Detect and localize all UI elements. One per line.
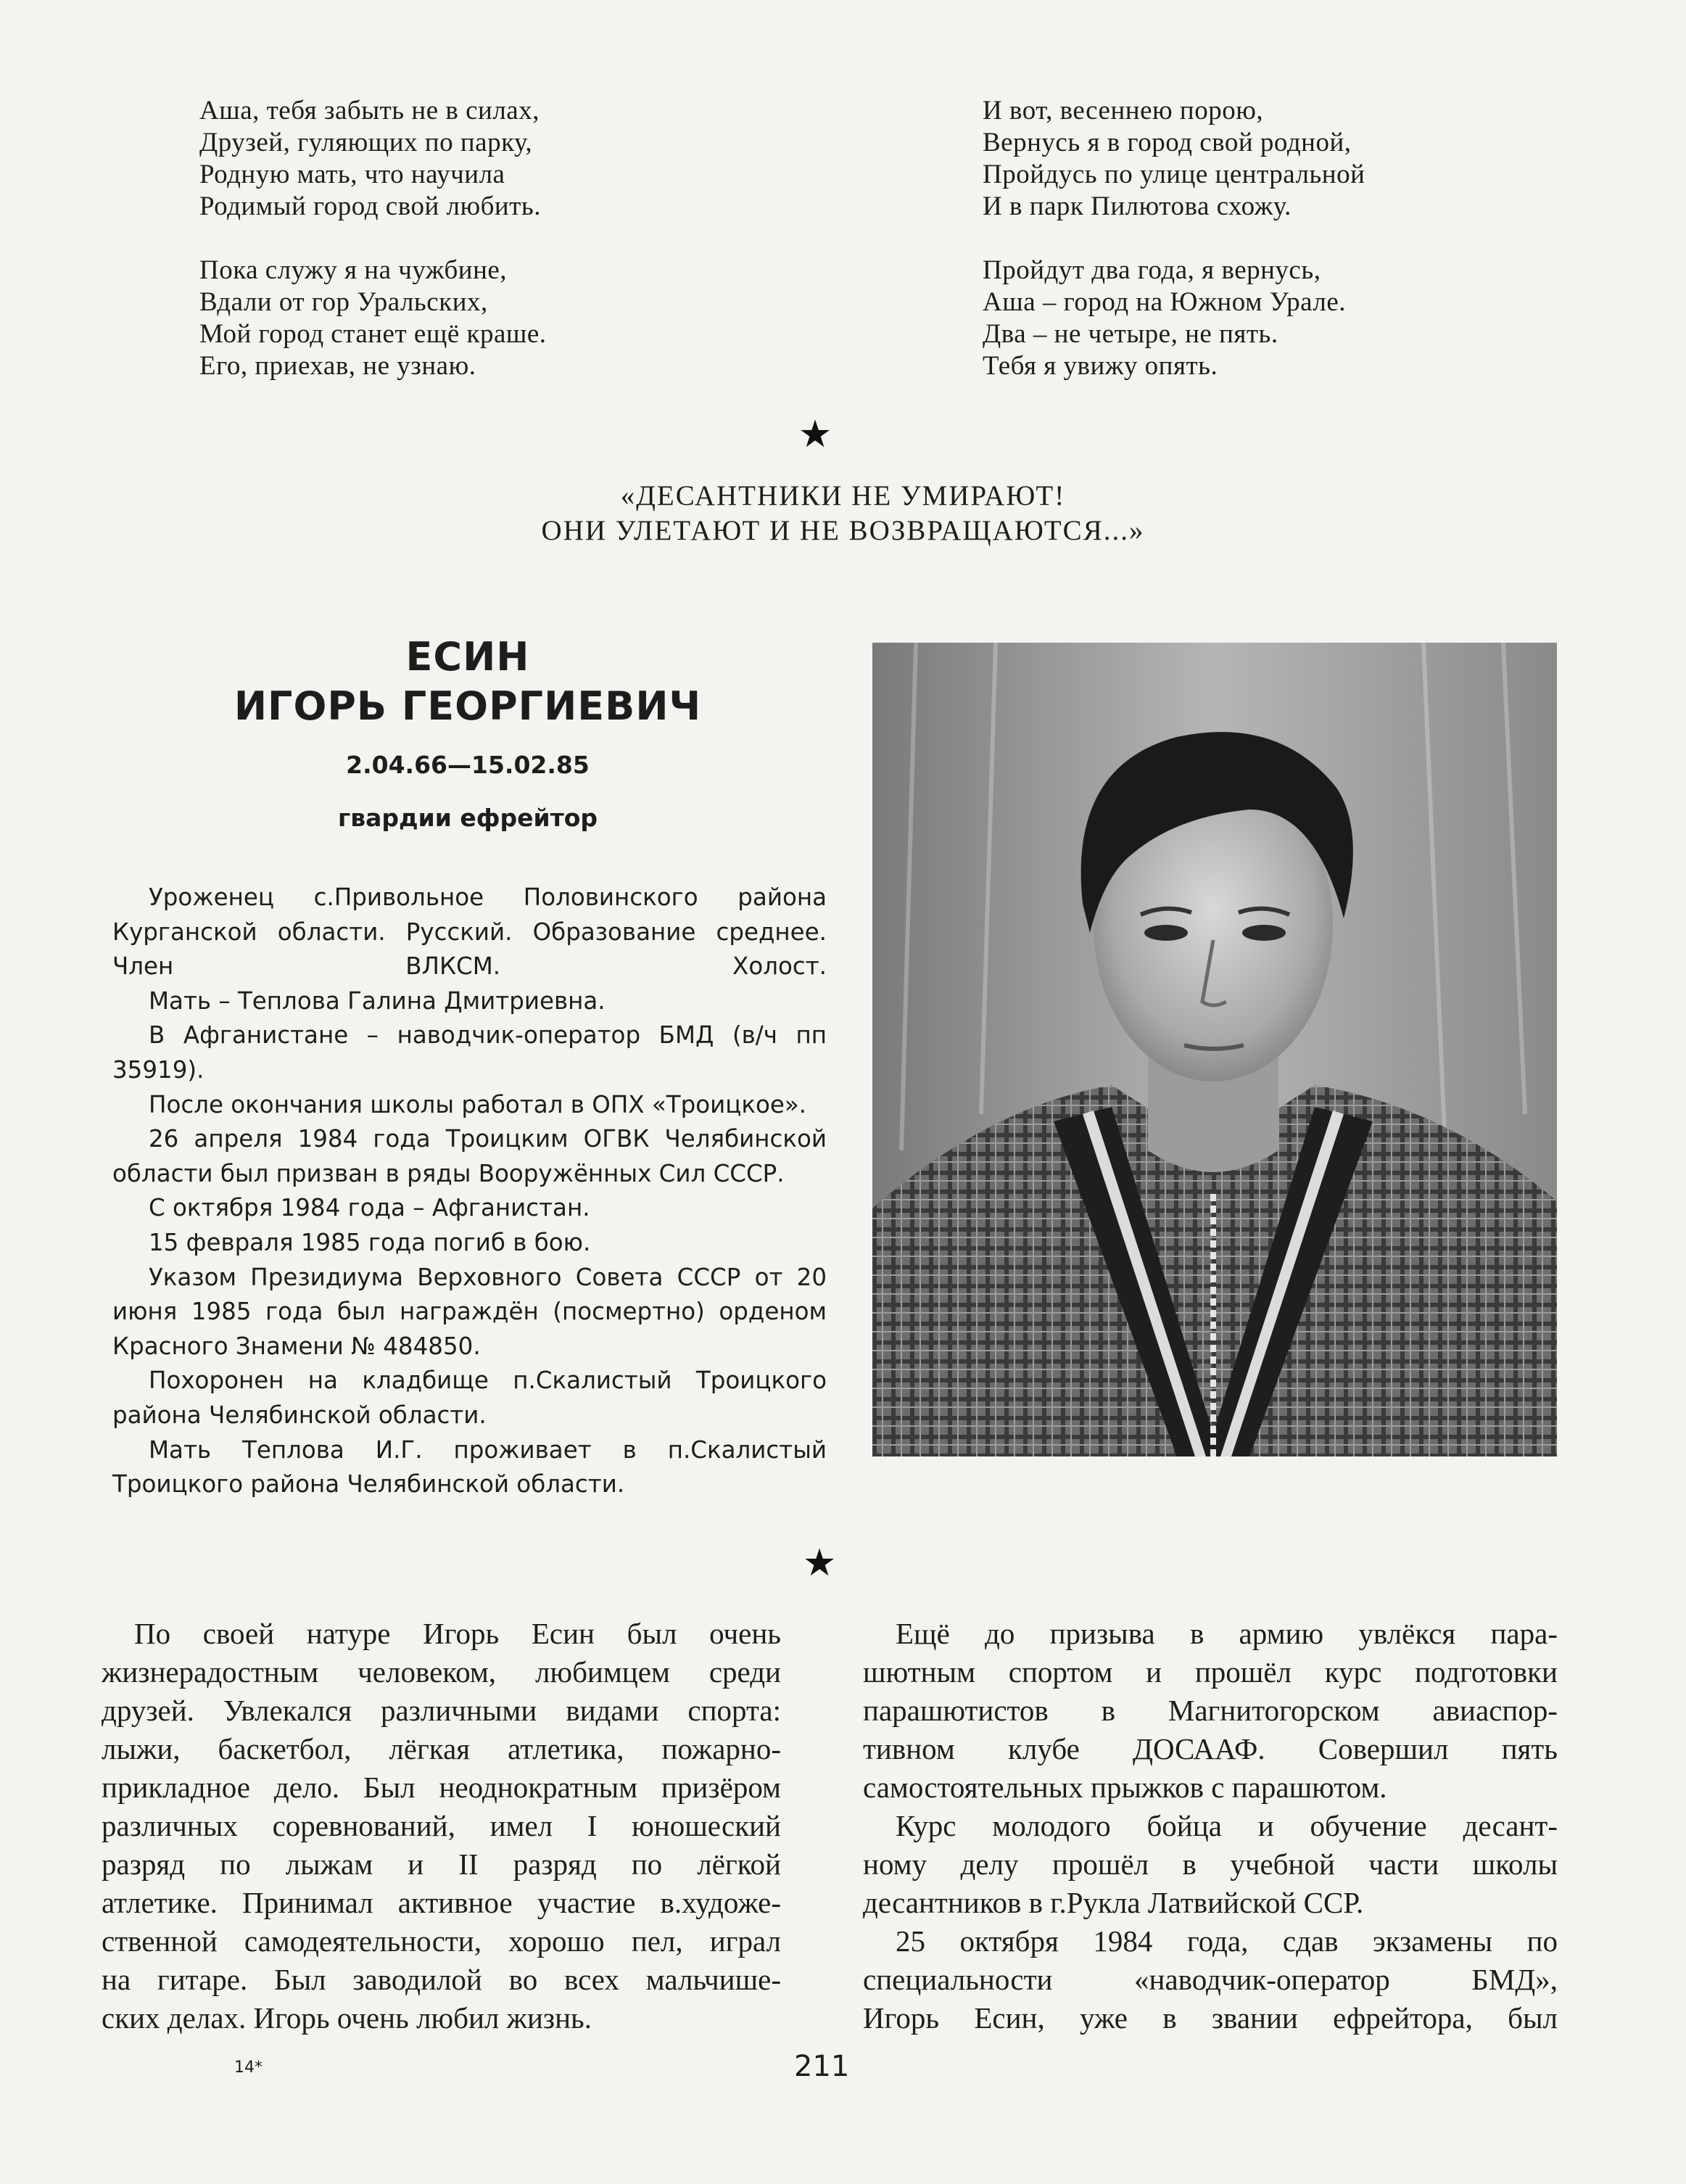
body-paragraph [863,1807,1558,1922]
body-paragraph [102,1615,781,2037]
text-line: разряд по лыжам и II разряд по лёгкой [102,1847,781,1881]
poem-line: Два – не четыре, не пять. [983,319,1278,349]
body-paragraph [863,1615,1558,1807]
motto-line: «ДЕСАНТНИКИ НЕ УМИРАЮТ! [620,480,1066,511]
poem-line: И в парк Пилютова схожу. [983,191,1292,221]
signature-mark: 14* [234,2059,263,2077]
person-rank: гвардии ефрейтор [337,804,598,832]
motto-line: ОНИ УЛЕТАЮТ И НЕ ВОЗВРАЩАЮТСЯ...» [541,515,1145,546]
poem-line: Его, приехав, не узнаю. [199,351,476,381]
text-line: ному делу прошёл в учебной части школы [863,1847,1558,1881]
poem-stanza [199,95,547,223]
portrait-photo [872,643,1557,1456]
biography [112,881,827,1502]
poem-line: Родимый город свой любить. [199,191,542,221]
bio-paragraph: Мать – Теплова Галина Дмитриевна. [149,986,606,1015]
body-column-left [102,1615,781,2037]
bio-paragraph: С октября 1984 года – Афганистан. [149,1194,590,1222]
poem-stanza [199,255,547,382]
text-line: жизнерадостным человеком, любимцем среди [102,1655,781,1689]
text-line: самостоятельных прыжков с парашютом. [863,1771,1387,1804]
poem-line: Мой город станет ещё краше. [199,319,547,349]
body-paragraph [863,1922,1558,2037]
poem-stanza [983,255,1365,382]
bio-paragraph: В Афганистане – наводчик-оператор БМД (в/ч пп 35919). [112,1021,827,1084]
text-line: различных соревнований, имел I юношеский [102,1809,781,1842]
poem-line: Пройдут два года, я вернусь, [983,255,1321,285]
text-line: шютным спортом и прошёл курс подготовки [863,1655,1558,1689]
star-separator: ★ [798,414,832,456]
motto-heading [0,479,1686,548]
star-separator: ★ [802,1543,837,1584]
bio-paragraph: Похоронен на кладбище п.Скалистый Троицкого района Челябинской области. [112,1367,827,1429]
poem-line: Родную мать, что научила [199,160,505,189]
page-number: 211 [794,2050,850,2083]
poem-right-column [983,95,1365,414]
poem-line: Пройдусь по улице центральной [983,160,1365,189]
body-column-right [863,1615,1558,2037]
text-line: атлетике. Принимал активное участие в.художе- [102,1886,781,1919]
poem-line: Пока служу я на чужбине, [199,255,508,285]
bio-paragraph: После окончания школы работал в ОПХ «Троицкое». [149,1090,807,1118]
person-dates: 2.04.66—15.02.85 [346,751,590,779]
bio-paragraph: 15 февраля 1985 года погиб в бою. [149,1228,591,1256]
text-line: Ещё до призыва в армию увлёкся пара- [896,1617,1558,1650]
poem-line: Аша – город на Южном Урале. [983,287,1347,317]
text-line: ственной самодеятельности, хорошо пел, играл [102,1924,781,1958]
poem-line: Друзей, гуляющих по парку, [199,128,533,157]
bio-paragraph: Указом Президиума Верховного Совета СССР от 20 июня 1985 года был награждён (посмертно) орденом Красного Знамени № 484850. [112,1263,827,1360]
text-line: друзей. Увлекался различными видами спорта: [102,1694,781,1727]
person-given-names: ИГОРЬ ГЕОРГИЕВИЧ [234,683,702,729]
person-name [160,632,776,731]
poem-line: Вернусь я в город свой родной, [983,128,1352,157]
text-line: на гитаре. Был заводилой во всех мальчише- [102,1963,781,1996]
poem-line: Тебя я увижу опять. [983,351,1218,381]
text-line: десантников в г.Рукла Латвийской ССР. [863,1886,1364,1919]
person-surname: ЕСИН [405,634,530,680]
text-line: Игорь Есин, уже в звании ефрейтора, был [863,2001,1558,2035]
poem-line: Аша, тебя забыть не в силах, [199,96,540,125]
text-line: прикладное дело. Был неоднократным призёром [102,1771,781,1804]
text-line: Курс молодого бойца и обучение десант- [896,1809,1558,1842]
bio-paragraph: 26 апреля 1984 года Троицким ОГВК Челябинской области был призван в ряды Вооружённых Сил СССР. [112,1125,827,1187]
text-line: ских делах. Игорь очень любил жизнь. [102,2001,592,2035]
poem-line: И вот, весеннею порою, [983,96,1264,125]
poem-line: Вдали от гор Уральских, [199,287,488,317]
text-line: По своей натуре Игорь Есин был очень [134,1617,781,1650]
text-line: парашютистов в Магнитогорском авиаспор- [863,1694,1558,1727]
text-line: 25 октября 1984 года, сдав экзамены по [896,1924,1558,1958]
bio-paragraph: Мать Теплова И.Г. проживает в п.Скалистый Троицкого района Челябинской области. [112,1435,827,1499]
poem-stanza [983,95,1365,223]
poem-left-column [199,95,547,414]
text-line: специальности «наводчик-оператор БМД», [863,1963,1558,1996]
bio-paragraph: Уроженец с.Привольное Половинского района Курганской области. Русский. Образование среднее. Член ВЛКСМ. Холост. [112,883,827,981]
text-line: тивном клубе ДОСААФ. Совершил пять [863,1732,1558,1765]
text-line: лыжи, баскетбол, лёгкая атлетика, пожарно- [102,1732,781,1765]
